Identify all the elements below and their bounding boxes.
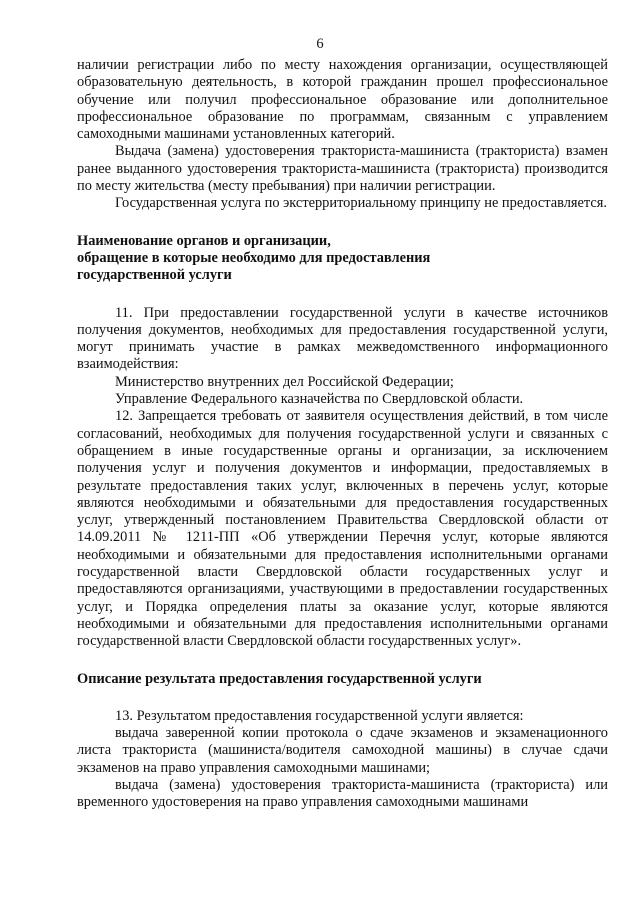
section-heading: Описание результата предоставления государственной услуги: [77, 670, 482, 687]
document-body: [77, 57, 608, 812]
paragraph: Выдача (замена) удостоверения тракториста-машиниста (тракториста) взамен ранее выданного удостоверения тракториста-машиниста (тракториста) производится по месту жительства (месту пребывания) при наличии регистрации.: [77, 143, 608, 195]
paragraph: 12. Запрещается требовать от заявителя осуществления действий, в том числе согласований, необходимых для получения государственной услуги и связанных с обращением в иные государственные органы и организации, за исключением получения услуг и получения документов и информации, предоставляемых в результате предоставления таких услуг, включенных в перечень услуг, которые являются необходимыми и обязательными для предоставления государственных услуг, утвержденный постановлением Правительства Свердловской области от 14.09.2011 № 1211-ПП «Об утверждении Перечня услуг, которые являются необходимыми и обязательными для предоставления исполнительными органами государственной власти Свердловской области государственных услуг и предоставляются организациями, участвующими в предоставлении государственных услуг, и Порядка определения платы за оказание услуг, которые являются необходимыми и обязательными для предоставления исполнительными органами государственной власти Свердловской области государственных услуг».: [77, 408, 608, 650]
paragraph: наличии регистрации либо по месту нахождения организации, осуществляющей образовательную деятельность, в которой гражданин прошел профессиональное обучение или получил профессиональное образование или дополнительное профессиональное образование по программам, связанным с управлением самоходными машинами установленных категорий.: [77, 57, 608, 143]
paragraph: Управление Федерального казначейства по Свердловской области.: [115, 391, 524, 408]
page-number: 6: [316, 36, 324, 52]
section-heading-line: Наименование органов и организации,: [77, 232, 331, 249]
paragraph: Министерство внутренних дел Российской Федерации;: [115, 373, 454, 390]
section-heading-line: государственной услуги: [77, 267, 232, 284]
section-heading-line: обращение в которые необходимо для предоставления: [77, 249, 431, 266]
paragraph: выдача (замена) удостоверения тракториста-машиниста (тракториста) или временного удостоверения на право управления самоходными машинами: [77, 776, 608, 811]
paragraph: 11. При предоставлении государственной услуги в качестве источников получения документов, необходимых для предоставления государственной услуги, могут принимать участие в рамках межведомственного информационного взаимодействия:: [77, 304, 608, 373]
paragraph: выдача заверенной копии протокола о сдаче экзаменов и экзаменационного листа тракториста (машиниста/водителя самоходной машины) в случае сдачи экзаменов на право управления самоходными машинами;: [77, 725, 608, 776]
paragraph: 13. Результатом предоставления государственной услуги является:: [115, 707, 524, 724]
paragraph: Государственная услуга по экстерриториальному принципу не предоставляется.: [115, 195, 608, 212]
